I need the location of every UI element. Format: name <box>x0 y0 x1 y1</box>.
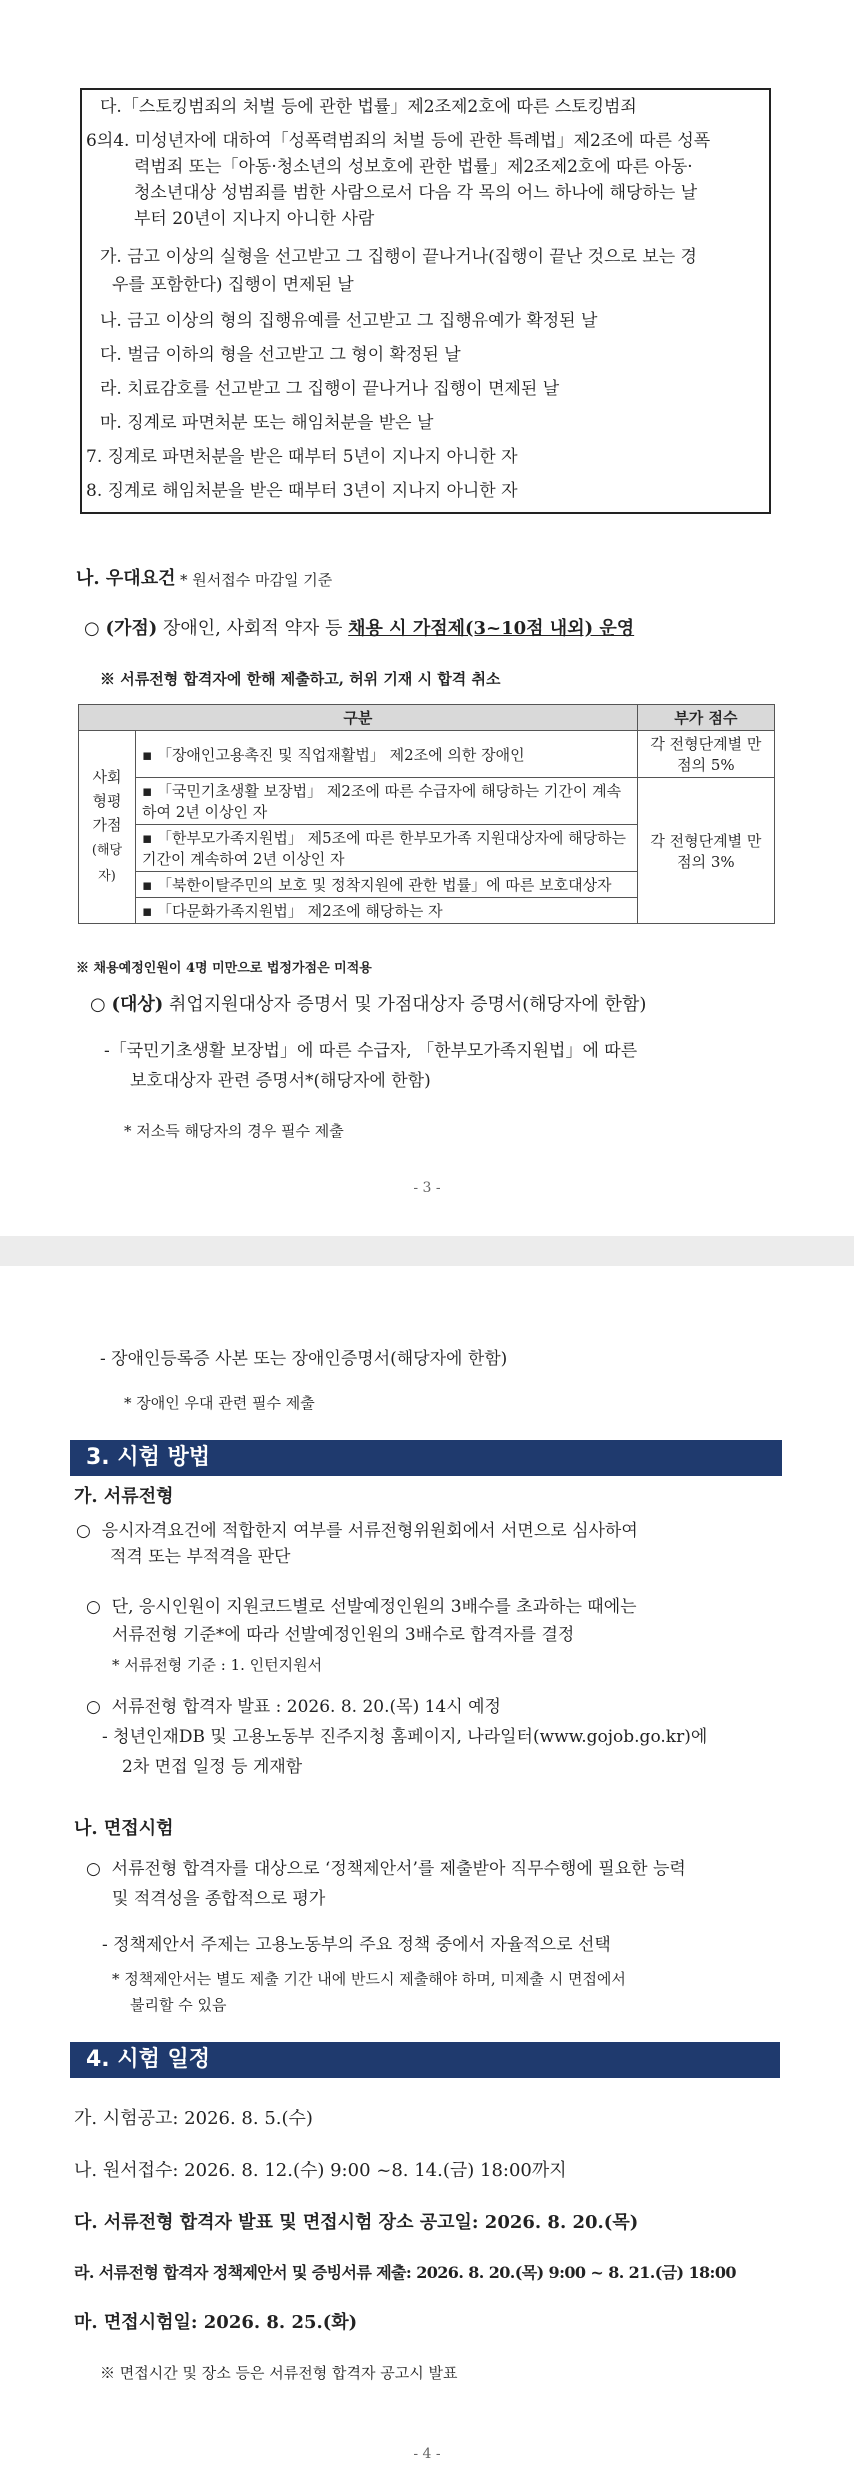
bullet-text: 장애인, 사회적 약자 등 <box>163 618 343 639</box>
box-line: 부터 20년이 지나지 아니한 사람 <box>134 209 375 229</box>
bullet-label: (대상) <box>111 994 164 1015</box>
para-line: 응시자격요건에 적합한지 여부를 서류전형위원회에서 서면으로 심사하여 <box>101 1521 638 1541</box>
box-line: 가. 금고 이상의 실형을 선고받고 그 집행이 끝나거나(집행이 끝난 것으로 보는 경 <box>100 247 697 267</box>
circle-bullet-icon: ○ <box>84 618 100 639</box>
table-row: ▪ 「국민기초생활 보장법」 제2조에 따른 수급자에 해당하는 기간이 계속하여 2년 이상인 자 <box>136 778 638 825</box>
table-header: 구분 <box>79 705 638 731</box>
para-line: - 정책제안서 주제는 고용노동부의 주요 정책 중에서 자율적으로 선택 <box>102 1935 611 1955</box>
table-score: 각 전형단계별 만점의 3% <box>637 778 774 924</box>
page-number: - 3 - <box>413 1180 441 1196</box>
box-line: 다.「스토킹범죄의 처벌 등에 관한 법률」제2조제2호에 따른 스토킹범죄 <box>100 97 637 117</box>
box-line: 6의4. 미성년자에 대하여「성폭력범죄의 처벌 등에 관한 특례법」제2조에 따른 성폭 <box>86 131 711 151</box>
schedule-note: ※ 면접시간 및 장소 등은 서류전형 합격자 공고시 발표 <box>100 2364 458 2382</box>
para-note: * 서류전형 기준 : 1. 인턴지원서 <box>112 1656 323 1674</box>
bullet-label: (가점) <box>105 618 158 639</box>
schedule-item: 가. 시험공고: 2026. 8. 5.(수) <box>74 2108 313 2129</box>
schedule-item: 다. 서류전형 합격자 발표 및 면접시험 장소 공고일: 2026. 8. 20.(목) <box>74 2212 639 2233</box>
para-line: 서류전형 합격자 발표 : 2026. 8. 20.(목) 14시 예정 <box>111 1697 501 1717</box>
doc-line: -「국민기초생활 보장법」에 따른 수급자, 「한부모가족지원법」에 따른 <box>104 1041 638 1061</box>
para-note: * 정책제안서는 별도 제출 기간 내에 반드시 제출해야 하며, 미제출 시 면접에서 <box>112 1970 626 1988</box>
para-line: 적격 또는 부적격을 판단 <box>110 1547 291 1567</box>
schedule-item: 라. 서류전형 합격자 정책제안서 및 증빙서류 제출: 2026. 8. 20.(목) 9:00 ~ 8. 21.(금) 18:00 <box>74 2263 736 2282</box>
circle-bullet-icon: ○ <box>86 1597 101 1617</box>
preference-heading: 나. 우대요건 <box>76 568 176 589</box>
para-line: 서류전형 기준*에 따라 선발예정인원의 3배수로 합격자를 결정 <box>112 1625 575 1645</box>
preference-note: * 원서접수 마감일 기준 <box>180 571 333 589</box>
schedule-item: 마. 면접시험일: 2026. 8. 25.(화) <box>74 2312 358 2333</box>
box-line: 청소년대상 성범죄를 범한 사람으로서 다음 각 목의 어느 하나에 해당하는 날 <box>134 183 698 203</box>
circle-bullet-icon: ○ <box>86 1697 101 1717</box>
bullet-text: 취업지원대상자 증명서 및 가점대상자 증명서(해당자에 한함) <box>169 994 647 1015</box>
page-divider <box>0 1236 854 1266</box>
doc-line: - 장애인등록증 사본 또는 장애인증명서(해당자에 한함) <box>100 1349 508 1369</box>
doc-note: * 저소득 해당자의 경우 필수 제출 <box>124 1122 344 1140</box>
table-group: 사회 형평 가점 (해당자) <box>79 731 136 924</box>
doc-note: * 장애인 우대 관련 필수 제출 <box>124 1394 315 1412</box>
table-score: 각 전형단계별 만점의 5% <box>637 731 774 778</box>
table-row: ▪ 「다문화가족지원법」 제2조에 해당하는 자 <box>136 898 638 924</box>
table-row: ▪ 「장애인고용촉진 및 직업재활법」 제2조에 의한 장애인 <box>136 731 638 778</box>
table-row: ▪ 「북한이탈주민의 보호 및 정착지원에 관한 법률」에 따른 보호대상자 <box>136 872 638 898</box>
bonus-table <box>78 704 775 924</box>
table-footnote: ※ 채용예정인원이 4명 미만으로 법정가점은 미적용 <box>76 961 372 976</box>
doc-line: 보호대상자 관련 증명서*(해당자에 한함) <box>130 1071 431 1091</box>
circle-bullet-icon: ○ <box>76 1521 91 1541</box>
box-line: 라. 치료감호를 선고받고 그 집행이 끝나거나 집행이 면제된 날 <box>100 379 560 399</box>
circle-bullet-icon: ○ <box>90 994 106 1015</box>
table-row: ▪ 「한부모가족지원법」 제5조에 따른 한부모가족 지원대상자에 해당하는 기간이 계속하여 2년 이상인 자 <box>136 825 638 872</box>
warning-note: ※ 서류전형 합격자에 한해 제출하고, 허위 기재 시 합격 취소 <box>100 670 501 688</box>
box-line: 7. 징계로 파면처분을 받은 때부터 5년이 지나지 아니한 자 <box>86 447 518 467</box>
page-number: - 4 - <box>413 2446 441 2462</box>
box-line: 마. 징계로 파면처분 또는 해임처분을 받은 날 <box>100 413 434 433</box>
bullet-underline: 채용 시 가점제(3~10점 내외) 운영 <box>348 618 635 639</box>
para-line: 2차 면접 일정 등 게재함 <box>122 1757 303 1777</box>
table-header: 부가 점수 <box>637 705 774 731</box>
para-line: 및 적격성을 종합적으로 평가 <box>112 1889 326 1909</box>
para-line: 서류전형 합격자를 대상으로 ‘정책제안서’를 제출받아 직무수행에 필요한 능력 <box>111 1859 686 1879</box>
sub-heading: 나. 면접시험 <box>74 1818 174 1839</box>
box-line: 다. 벌금 이하의 형을 선고받고 그 형이 확정된 날 <box>100 345 461 365</box>
para-note: 불리할 수 있음 <box>130 1996 227 2014</box>
box-line: 우를 포함한다) 집행이 면제된 날 <box>112 275 354 295</box>
para-line: 단, 응시인원이 지원코드별로 선발예정인원의 3배수를 초과하는 때에는 <box>111 1597 637 1617</box>
section-title: 3. 시험 방법 <box>70 1440 782 1476</box>
section-title: 4. 시험 일정 <box>70 2042 780 2078</box>
schedule-item: 나. 원서접수: 2026. 8. 12.(수) 9:00 ~8. 14.(금) 18:00까지 <box>74 2160 567 2181</box>
circle-bullet-icon: ○ <box>86 1859 101 1879</box>
para-line: - 청년인재DB 및 고용노동부 진주지청 홈페이지, 나라일터(www.gojob.go.kr)에 <box>102 1727 708 1747</box>
box-line: 나. 금고 이상의 형의 집행유예를 선고받고 그 집행유예가 확정된 날 <box>100 311 598 331</box>
sub-heading: 가. 서류전형 <box>74 1486 174 1507</box>
box-line: 8. 징계로 해임처분을 받은 때부터 3년이 지나지 아니한 자 <box>86 481 518 501</box>
box-line: 력범죄 또는「아동·청소년의 성보호에 관한 법률」제2조제2호에 따른 아동· <box>134 157 693 177</box>
